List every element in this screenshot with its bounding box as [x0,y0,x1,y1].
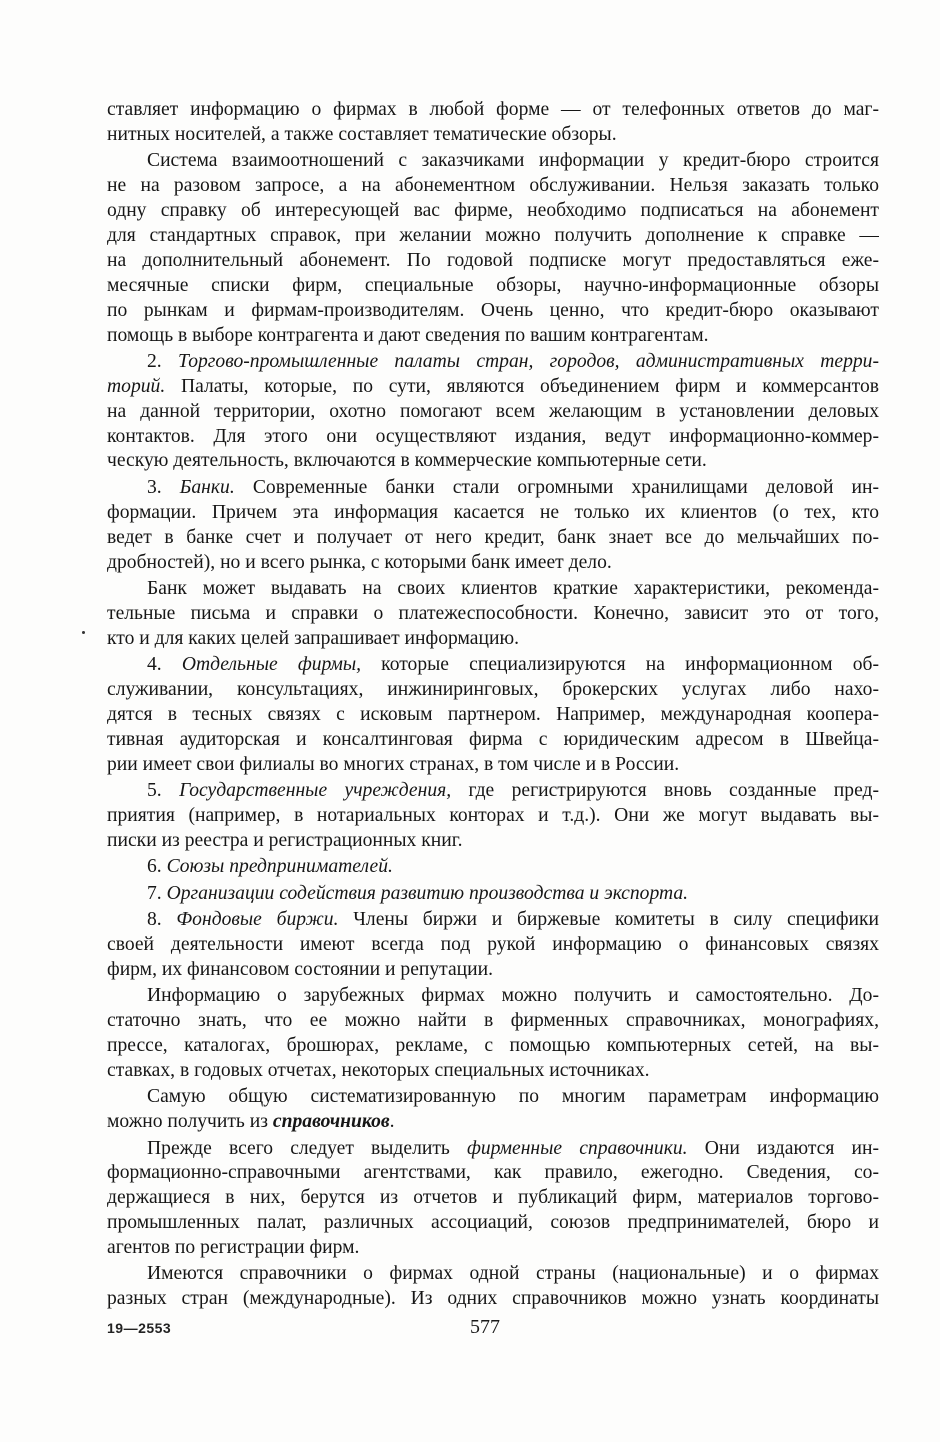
printer-signature: 19—2553 [107,1320,172,1336]
line-text: ческую деятельность, включаются в коммерческие компьютерные сети. [107,450,707,472]
paragraph-first-line [107,779,879,804]
page-text [107,98,879,1312]
list-number: 7. [147,882,167,904]
page-number: 577 [470,1316,500,1338]
paragraph-first-line [107,1262,879,1287]
list-number: 6. [147,856,167,878]
list-number: 3. [147,476,180,498]
line-text: приятия (например, в нотариальных конторах и т.д.). Они же могут выдавать вы- [107,804,879,826]
line-text: Современные банки стали огромными хранилищами деловой ин- [234,476,879,498]
text-line [107,249,879,274]
line-text: своей деятельности имеют всегда под рукой информацию о финансовых связях [107,933,879,955]
line-text: фирм, их финансовом состоянии и репутации. [107,958,494,980]
line-text: дробностей), но и всего рынка, с которыми банк имеет дело. [107,551,612,573]
text-line [107,123,879,148]
paragraph-first-line [107,350,879,375]
line-text: на данной территории, охотно помогают всем желающим в установлении деловых [107,400,879,422]
line-text: Члены биржи и биржевые комитеты в силу специфики [338,909,879,930]
text-line [107,958,879,983]
italic-term: Торгово-промышленные палаты стран, городов, административных терри- [178,350,879,372]
list-number: 8. [147,909,177,930]
text-line [107,274,879,299]
italic-term: фирменные справочники. [466,1137,688,1159]
line-text: Самую общую систематизированную по многим параметрам информацию [147,1086,879,1108]
text-line [107,703,879,728]
paragraph-first-line [107,476,879,501]
line-text: тивная аудиторская и консалтинговая фирма с юридическим адресом в Швейца- [107,728,879,750]
line-text: рии имеет свои филиалы во многих странах, в том числе и в России. [107,753,680,775]
italic-term: Фондовые биржи. [176,909,339,930]
text-line [107,1009,879,1034]
italic-term: Государственные учреждения, [179,780,452,802]
line-text: одну справку об интересующей вас фирме, необходимо подписаться на абонемент [107,200,879,222]
text-line [107,1236,879,1261]
line-text: ставляет информацию о фирмах в любой форме — от телефонных ответов до маг- [107,99,879,120]
paragraph-first-line [107,1137,879,1162]
text-line [107,375,879,400]
text-line [107,400,879,425]
italic-term: Организации содействия развитию производства и экспорта. [166,882,689,904]
text-line [107,1034,879,1059]
text-line [107,728,879,753]
line-text: Прежде всего следует выделить [147,1137,467,1159]
list-number: 4. [147,654,182,676]
line-text: по рынкам и фирмам-производителям. Очень ценно, что кредит-бюро оказывают [107,299,879,321]
text-line [107,1186,879,1211]
line-text: держащиеся в них, берутся из отчетов и публикаций фирм, материалов торгово- [107,1187,879,1209]
line-text: служивании, консультациях, инжиниринговых, брокерских услугах либо нахо- [107,678,879,700]
italic-term: Отдельные фирмы, [181,654,362,676]
paragraph-first-line [107,855,879,880]
line-text: Информацию о зарубежных фирмах можно получить и самостоятельно. До- [147,985,879,1007]
italic-term: торий. [107,375,166,397]
line-text: разных стран (международные). Из одних справочников можно узнать координаты [107,1288,879,1310]
paragraph-first-line [107,577,879,602]
line-text: месячные списки фирм, специальные обзоры, научно-информационные обзоры [107,274,879,296]
line-text: Система взаимоотношений с заказчиками информации у кредит-бюро строится [147,150,879,172]
paragraph-first-line [107,1085,879,1110]
paragraph-first-line [107,149,879,174]
text-line [107,425,879,450]
line-text: ведет в банке счет и получает от него кредит, банк знает все до мельчайших по- [107,526,879,548]
paragraph-first-line [107,653,879,678]
text-line [107,174,879,199]
line-text: писки из реестра и регистрационных книг. [107,829,463,851]
text-line [107,299,879,324]
line-text: прессе, каталогах, брошюрах, рекламе, с помощью компьютерных сетей, на вы- [107,1034,879,1056]
text-line [107,324,879,349]
line-text: Палаты, которые, по сути, являются объединением фирм и коммерсантов [165,375,879,397]
text-line [107,1110,879,1135]
line-text: дятся в тесных связях с исковым партнером. Например, международная коопера- [107,703,879,725]
text-line [107,829,879,854]
text-line [107,1059,879,1084]
line-text: можно получить из [107,1111,273,1133]
paragraph-first-line [107,908,879,933]
text-line [107,199,879,224]
line-text: промышленных палат, различных ассоциаций, союзов предпринимателей, бюро и [107,1212,879,1234]
text-line [107,501,879,526]
line-text: где регистрируются вновь созданные пред- [451,780,879,802]
text-line [107,551,879,576]
text-line [107,933,879,958]
line-text: не на разовом запросе, а на абонементном обслуживании. Нельзя заказать только [107,175,879,197]
paragraph-first-line [107,984,879,1009]
text-line [107,678,879,703]
text-line [107,602,879,627]
text-line [107,1161,879,1186]
line-text: кто и для каких целей запрашивает информацию. [107,627,519,649]
line-text: тельные письма и справки о платежеспособности. Конечно, зависит это от того, [107,602,879,624]
line-text: Банк может выдавать на своих клиентов краткие характеристики, рекоменда- [147,577,879,599]
line-text: формации. Причем эта информация касается не только их клиентов (о тех, кто [107,501,879,523]
line-text: формационно-справочными агентствами, как правило, ежегодно. Сведения, со- [107,1162,879,1184]
paragraph-first-line [107,882,879,907]
line-text: статочно знать, что ее можно найти в фирменных справочниках, монографиях, [107,1010,879,1032]
line-text: ставках, в годовых отчетах, некоторых специальных источниках. [107,1059,650,1081]
line-text: нитных носителей, а также составляет тематические обзоры. [107,123,617,145]
line-text: Они издаются ин- [687,1137,879,1159]
text-line [107,224,879,249]
text-line [107,1287,879,1312]
text-line [107,804,879,829]
line-text: Имеются справочники о фирмах одной страны (национальные) и о фирмах [147,1263,879,1285]
list-number: 2. [147,350,178,372]
list-number: 5. [147,780,180,802]
bold-italic-term: справочников [272,1111,390,1133]
scan-speck [82,631,85,634]
line-text: агентов по регистрации фирм. [107,1237,360,1259]
text-line [107,1211,879,1236]
text-line [107,449,879,474]
italic-term: Банки. [179,476,235,498]
line-text: контактов. Для этого они осуществляют издания, ведут информационно-коммер- [107,425,879,447]
text-line [107,526,879,551]
line-text: для стандартных справок, при желании можно получить дополнение к справке — [107,224,879,246]
text-line [107,98,879,123]
line-text: на дополнительный абонемент. По годовой подписке могут предоставляться еже- [107,249,879,271]
line-text: которые специализируются на информационном об- [361,654,879,676]
line-text: . [389,1111,395,1133]
italic-term: Союзы предпринимателей. [166,856,393,878]
line-text: помощь в выборе контрагента и дают сведения по вашим контрагентам. [107,324,709,346]
text-line [107,753,879,778]
text-line [107,627,879,652]
